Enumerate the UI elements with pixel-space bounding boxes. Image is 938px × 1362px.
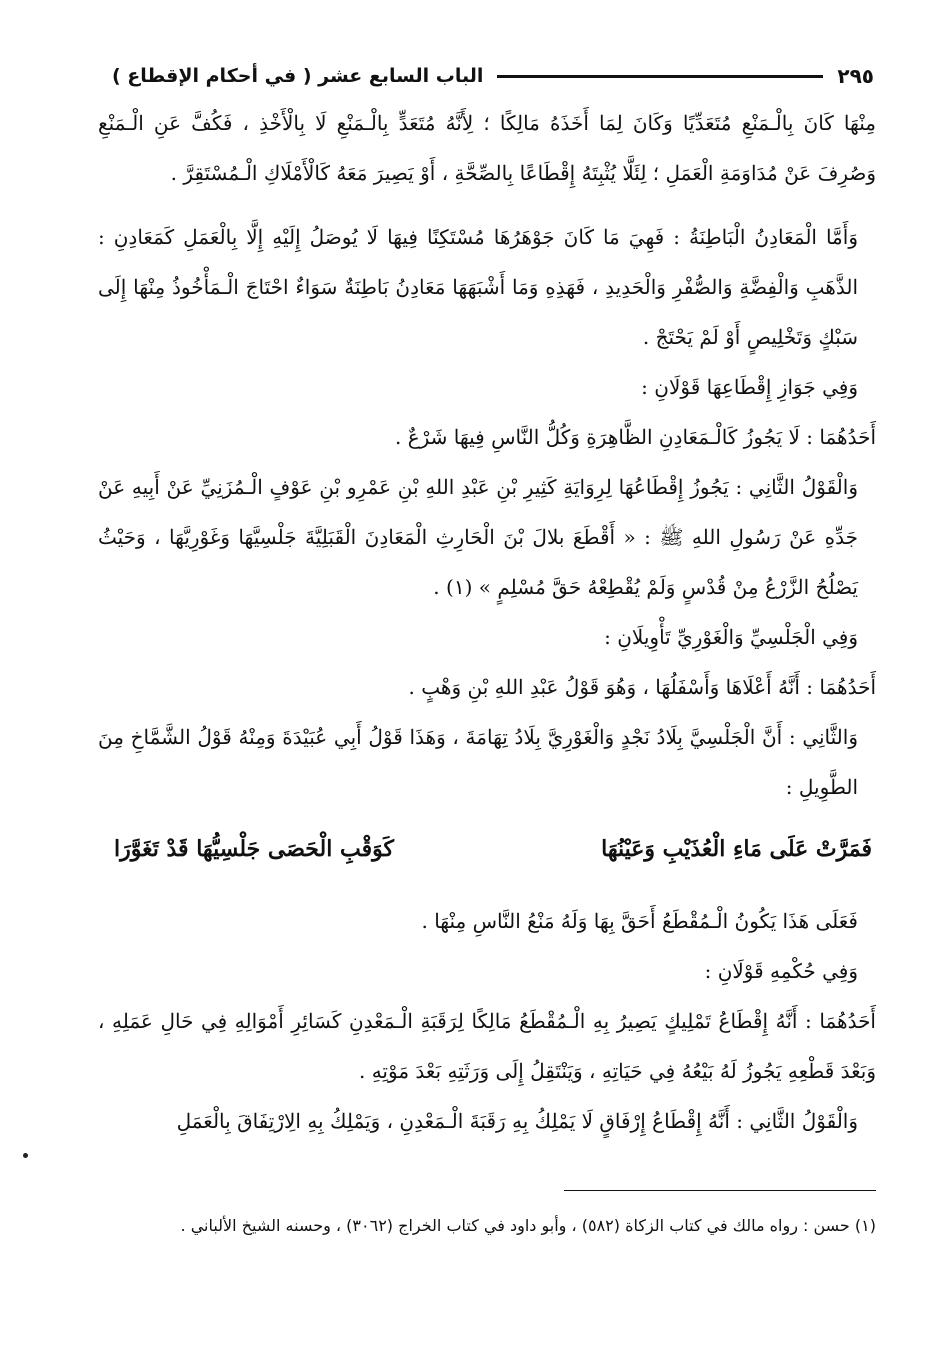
paragraph-4: أَحَدُهُمَا : لَا يَجُوزُ كَالْـمَعَادِنِ الظَّاهِرَةِ وَكُلُّ النَّاسِ فِيهَا شَرْعٌ . bbox=[395, 425, 876, 449]
poetry-verse bbox=[98, 824, 876, 874]
paragraph-1: مِنْهَا كَانَ بِالْـمَنْعِ مُتَعَدِّيًا وَكَانَ لِمَا أَخَذَهُ مَالِكًا ؛ لِأَنَّهُ مُتَعَدٍّ بِالْـمَنْعِ لَا بِالْأَخْذِ ، فَكُفَّ عَنِ الْـمَنْعِ وَصُرِفَ عَنْ مُدَاوَمَةِ الْعَمَلِ ؛ لِئَلَّا يُثْبِتَهُ إِقْطَاعًا بِالصِّحَّةِ ، أَوْ يَصِيرَ مَعَهُ كَالْأَمْلَاكِ الْـمُسْتَقِرَّ . bbox=[98, 111, 876, 185]
paragraph-9: فَعَلَى هَذَا يَكُونُ الْـمُقْطَعُ أَحَقَّ بِهَا وَلَهُ مَنْعُ النَّاسِ مِنْهَا . bbox=[421, 909, 858, 933]
footnote-divider bbox=[564, 1190, 876, 1191]
footnote bbox=[98, 1206, 876, 1246]
running-header bbox=[112, 58, 874, 94]
chapter-title: الباب السابع عشر ( في أحكام الإقطاع ) bbox=[112, 65, 484, 87]
verse-second-hemistich: كَوَقْبِ الْحَصَى جَلْسِيُّهَا قَدْ تَغَوَّرَا bbox=[114, 836, 394, 862]
paragraph-12: وَالْقَوْلُ الثَّانِي : أَنَّهُ إِقْطَاعُ إِرْفَاقٍ لَا يَمْلِكُ بِهِ رَقَبَةَ الْـمَعْدِنِ ، وَيَمْلِكُ بِهِ الِارْتِفَاقَ بِالْعَمَلِ bbox=[176, 1109, 858, 1133]
paragraph-5: وَالْقَوْلُ الثَّانِي : يَجُوزُ إِقْطَاعُهَا لِرِوَايَةِ كَثِيرِ بْنِ عَبْدِ اللهِ بْنِ عَمْرِو بْنِ عَوْفٍ الْـمُزَنِيِّ عَنْ أَبِيهِ عَنْ جَدِّهِ عَنْ رَسُولِ اللهِ ﷺ : « أَقْطَعَ بلالَ بْنَ الْحَارِثِ الْمَعَادِنَ الْقَبَلِيَّةَ جَلْسِيَّهَا وَغَوْرِيَّهَا ، وَحَيْثُ يَصْلُحُ الزَّرْعُ مِنْ قُدْسٍ وَلَمْ يُقْطِعْهُ حَقَّ مُسْلِمٍ » (١) . bbox=[98, 475, 858, 599]
page-number: ٢٩٥ bbox=[837, 64, 874, 88]
paragraph-3: وَفِي جَوَازِ إِقْطَاعِهَا قَوْلَانِ : bbox=[641, 375, 858, 399]
paragraph-7: أَحَدُهُمَا : أَنَّهُ أَعْلَاهَا وَأَسْفَلُهَا ، وَهُوَ قَوْلُ عَبْدِ اللهِ بْنِ وَهْبٍ . bbox=[408, 675, 876, 699]
main-text bbox=[98, 98, 876, 1146]
footnote-text: (١) حسن : رواه مالك في كتاب الزكاة (٥٨٢) ، وأبو داود في كتاب الخراج (٣٠٦٢) ، وحسنه الشيخ الألباني . bbox=[180, 1216, 876, 1235]
verse-first-hemistich: فَمَرَّتْ عَلَى مَاءِ الْعُذَيْبِ وَعَيْنُهَا bbox=[601, 836, 872, 862]
paragraph-10: وَفِي حُكْمِهِ قَوْلَانِ : bbox=[704, 959, 858, 983]
header-rule bbox=[497, 75, 823, 78]
scan-speck bbox=[23, 1153, 28, 1158]
paragraph-11: أَحَدُهُمَا : أَنَّهُ إِقْطَاعُ تَمْلِيكٍ يَصِيرُ بِهِ الْـمُقْطَعُ مَالِكًا لِرَقَبَةِ الْـمَعْدِنِ كَسَائِرِ أَمْوَالِهِ فِي حَالِ عَمَلِهِ ، وَبَعْدَ قَطْعِهِ يَجُوزُ لَهُ بَيْعُهُ فِي حَيَاتِهِ ، وَيَنْتَقِلُ إِلَى وَرَثَتِهِ بَعْدَ مَوْتِهِ . bbox=[98, 1009, 876, 1083]
paragraph-8: وَالثَّانِي : أَنَّ الْجَلْسِيَّ بِلَادُ نَجْدٍ وَالْغَوْرِيَّ بِلَادُ تِهَامَةَ ، وَهَذَا قَوْلُ أَبِي عُبَيْدَةَ وَمِنْهُ قَوْلُ الشَّمَّاخِ مِنَ الطَّوِيلِ : bbox=[98, 725, 858, 799]
paragraph-6: وَفِي الْجَلْسِيِّ وَالْغَوْرِيِّ تَأْوِيلَانِ : bbox=[604, 625, 858, 649]
paragraph-2: وَأَمَّا الْمَعَادِنُ الْبَاطِنَةُ : فَهِيَ مَا كَانَ جَوْهَرُهَا مُسْتَكِنًا فِيهَا لَا يُوصَلُ إِلَيْهِ إِلَّا بِالْعَمَلِ كَمَعَادِنِ : الذَّهَبِ وَالْفِضَّةِ وَالصُّفْرِ وَالْحَدِيدِ ، فَهَذِهِ وَمَا أَشْبَهَهَا مَعَادِنُ بَاطِنَةٌ سَوَاءٌ احْتَاجَ الْـمَأْخُوذُ مِنْهَا إِلَى سَبْكٍ وَتَخْلِيصٍ أَوْ لَمْ يَحْتَجْ . bbox=[98, 225, 858, 349]
